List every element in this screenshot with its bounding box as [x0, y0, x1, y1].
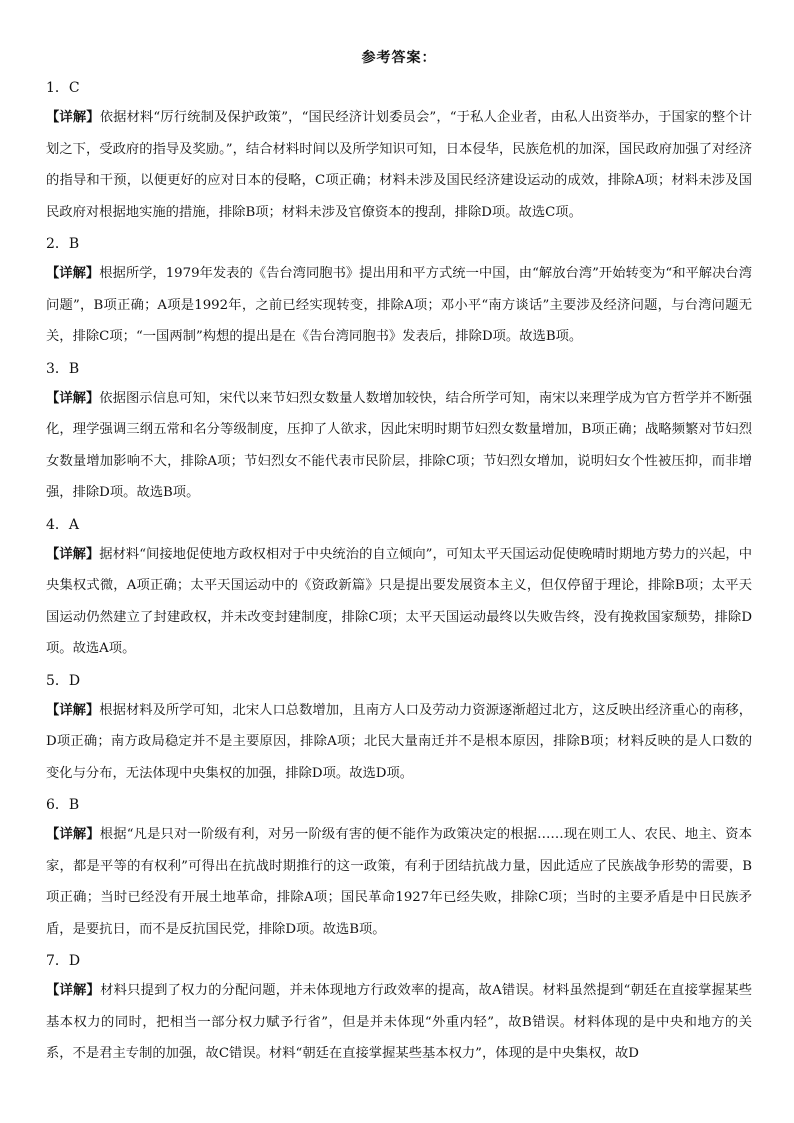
answer-number: 2．B — [46, 236, 80, 252]
explanation-text: 根据所学，1979年发表的《告台湾同胞书》提出用和平方式统一中国，由“解放台湾”开始转变为“和平解决台湾问题”，B项正确；A项是1992年，之前已经实现转变，排除A项；邓小平“南方谈话”主要涉及经济问题，与台湾问题无关，排除C项；“一国两制”构想的提出是在《告台湾同胞书》发表后，排除D项。故选B项。 — [46, 266, 753, 344]
answer-item-6 — [46, 791, 752, 945]
answer-explanation — [46, 819, 752, 945]
explanation-tag: 【详解】 — [46, 266, 100, 281]
explanation-text: 依据图示信息可知，宋代以来节妇烈女数量人数增加较快，结合所学可知，南宋以来理学成为官方哲学并不断强化，理学强调三纲五常和名分等级制度，压抑了人欲求，因此宋明时期节妇烈女数量增加，B项正确；战略频繁对节妇烈女数量增加影响不大，排除A项；节妇烈女不能代表市民阶层，排除C项；节妇烈女增加，说明妇女个性被压抑，而非增强，排除D项。故选B项。 — [46, 390, 753, 500]
answer-explanation — [46, 695, 752, 790]
answer-number: 4．A — [46, 516, 80, 533]
answer-explanation — [46, 258, 752, 353]
answer-number: 7．D — [46, 953, 81, 969]
explanation-tag: 【详解】 — [46, 827, 100, 842]
answer-item-7 — [46, 947, 752, 1070]
explanation-text: 根据材料及所学可知，北宋人口总数增加，且南方人口及劳动力资源逐渐超过北方，这反映出经济重心的南移，D项正确；南方政局稳定并不是主要原因，排除A项；北民大量南迁并不是根本原因，排除B项；材料反映的是人口数的变化与分布，无法体现中央集权的加强，排除D项。故选D项。 — [46, 702, 753, 781]
explanation-text: 根据“凡是只对一阶级有利，对另一阶级有害的便不能作为政策决定的根据……现在则工人、农民、地主、资本家，都是平等的有权利”可得出在抗战时期推行的这一政策，有利于团结抗战力量，因此适应了民族战争形势的需要，B项正确；当时已经没有开展土地革命，排除A项；国民革命1927年已经失败，排除C项；当时的主要矛盾是中日民族矛盾，是要抗日，而不是反抗国民党，排除D项。故选B项。 — [46, 827, 752, 937]
explanation-tag: 【详解】 — [46, 702, 100, 718]
explanation-tag: 【详解】 — [46, 983, 101, 998]
answer-number: 1．C — [46, 80, 80, 96]
explanation-tag: 【详解】 — [46, 390, 100, 406]
answer-page — [46, 48, 752, 1072]
answer-item-5 — [46, 667, 752, 790]
answer-item-2 — [46, 230, 752, 353]
answer-item-1 — [46, 74, 752, 228]
explanation-tag: 【详解】 — [46, 110, 100, 125]
answer-item-3 — [46, 355, 752, 509]
explanation-tag: 【详解】 — [46, 546, 100, 562]
page-title: 参考答案： — [361, 50, 437, 66]
answer-explanation — [46, 102, 752, 228]
explanation-text: 材料只提到了权力的分配问题，并未体现地方行政效率的提高，故A错误。材料虽然提到“朝廷在直接掌握某些基本权力的同时，把相当一部分权力赋予行省”，但是并未体现“外重内轻”，故B错误。材料体现的是中央和地方的关系，不是君主专制的加强，故C错误。材料“朝廷在直接掌握某些基本权力”，体现的是中央集权，故D — [46, 983, 753, 1061]
answer-item-4 — [46, 511, 752, 665]
answer-number: 3．B — [46, 360, 80, 377]
explanation-text: 据材料“间接地促使地方政权相对于中央统治的自立倾向”，可知太平天国运动促使晚晴时期地方势力的兴起，中央集权式微，A项正确；太平天国运动中的《资政新篇》只是提出要发展资本主义，但仅停留于理论，排除B项；太平天国运动仍然建立了封建政权，并未改变封建制度，排除C项；太平天国运动最终以失败告终，没有挽救国家颓势，排除D项。故选A项。 — [46, 546, 752, 656]
answer-number: 5．D — [46, 672, 81, 689]
answer-explanation — [46, 539, 752, 665]
answer-number: 6．B — [46, 797, 80, 813]
answer-explanation — [46, 383, 752, 509]
explanation-text: 依据材料“厉行统制及保护政策”，“国民经济计划委员会”，“于私人企业者，由私人出资举办，于国家的整个计划之下，受政府的指导及奖励。”，结合材料时间以及所学知识可知，日本侵华，民族危机的加深，国民政府加强了对经济的指导和干预，以便更好的应对日本的侵略，C项正确；材料未涉及国民经济建设运动的成效，排除A项；材料未涉及国民政府对根据地实施的措施，排除B项；材料未涉及官僚资本的搜刮，排除D项。故选C项。 — [46, 110, 752, 220]
answer-explanation — [46, 975, 752, 1070]
